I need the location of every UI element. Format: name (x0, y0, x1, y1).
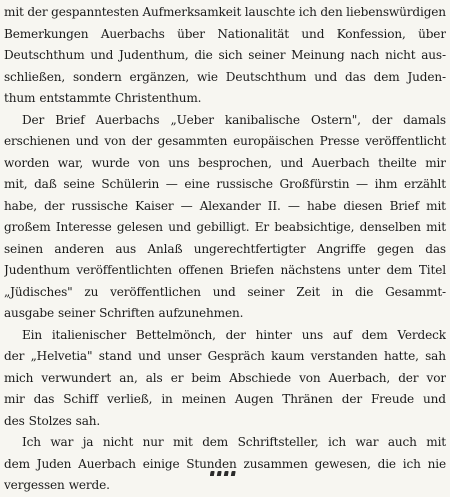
text-line: dem Juden Auerbach einige Stunden zusammen gewesen, die ich nie (4, 456, 446, 471)
text-line: habe, der russische Kaiser — Alexander II. — habe diesen Brief mit (4, 198, 446, 213)
text-line: seinen anderen aus Anlaß ungerechtfertigter Angriffe gegen das (4, 241, 446, 256)
document-page (4, 2, 446, 492)
text-line: der „Helvetia" stand und unser Gespräch kaum verstanden hatte, sah (4, 349, 446, 363)
text-line: worden war, wurde von uns besprochen, und Auerbach theilte mir (4, 155, 446, 170)
text-line: thum entstammte Christenthum. (4, 91, 202, 105)
text-line: des Stolzes sah. (4, 413, 101, 428)
text-line: mit der gespanntesten Aufmerksamkeit lauschte ich den liebenswürdigen (4, 5, 446, 19)
text-line: mir das Schiff verließ, in meinen Augen Thränen der Freude und (4, 392, 446, 406)
text-line: Judenthum veröffentlichten offenen Briefen nächstens unter dem Titel (4, 263, 446, 277)
text-line: Der Brief Auerbachs „Ueber kanibalische Ostern", der damals (22, 112, 446, 127)
paragraph (4, 2, 446, 110)
text-line: vergessen werde. (4, 478, 110, 492)
text-line: Ich war ja nicht nur mit dem Schriftsteller, ich war auch mit (22, 435, 446, 449)
page-number-mark (210, 464, 248, 476)
text-body (4, 2, 446, 497)
text-line: mit, daß seine Schülerin — eine russische Großfürstin — ihm erzählt (4, 177, 446, 191)
text-line: erschienen und von der gesammten europäischen Presse veröffentlicht (4, 134, 446, 148)
text-line: schließen, sondern ergänzen, wie Deutschthum und das dem Juden- (4, 69, 446, 84)
text-line: Bemerkungen Auerbachs über Nationalität und Konfession, über (4, 26, 446, 41)
paragraph (4, 110, 446, 325)
text-line: großem Interesse gelesen und gebilligt. Er beabsichtige, denselben mit (4, 220, 446, 234)
text-line: „Jüdisches" zu veröffentlichen und seiner Zeit in die Gesammt- (4, 284, 446, 299)
text-line: mich verwundert an, als er beim Abschiede von Auerbach, der vor (4, 370, 446, 385)
text-line: ausgabe seiner Schriften aufzunehmen. (4, 306, 244, 320)
text-line: Deutschthum und Judenthum, die sich seiner Meinung nach nicht aus- (4, 48, 446, 62)
text-line: Ein italienischer Bettelmönch, der hinter uns auf dem Verdeck (22, 327, 446, 342)
paragraph (4, 325, 446, 433)
